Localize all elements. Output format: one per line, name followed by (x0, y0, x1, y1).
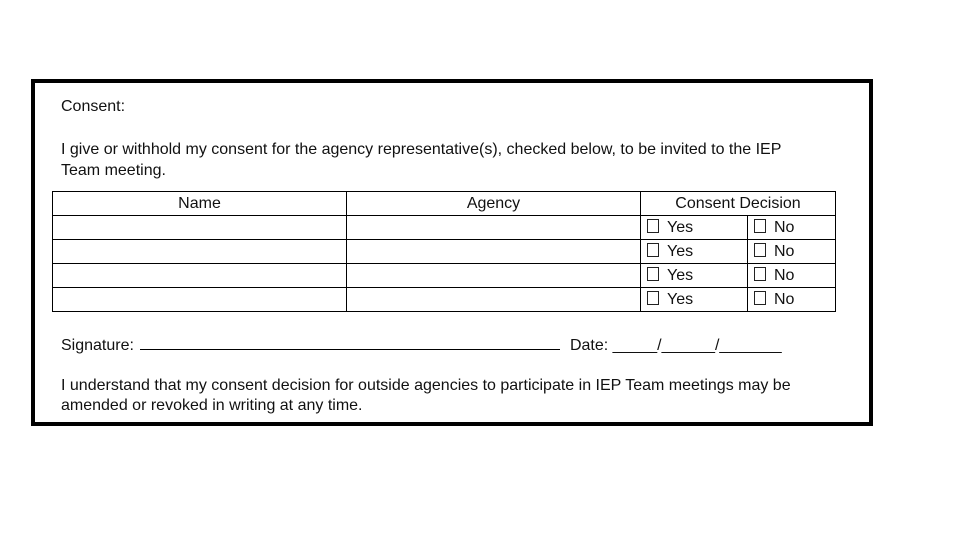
checkbox-icon[interactable] (754, 243, 766, 257)
name-cell[interactable] (53, 264, 347, 288)
form-heading: Consent: (61, 98, 126, 115)
yes-label: Yes (667, 242, 694, 260)
checkbox-icon[interactable] (754, 219, 766, 233)
table-row (53, 288, 836, 312)
signature-field[interactable] (140, 335, 560, 350)
agency-cell[interactable] (347, 216, 641, 240)
yes-option[interactable] (641, 288, 748, 312)
yes-option[interactable] (641, 240, 748, 264)
name-cell[interactable] (53, 216, 347, 240)
yes-option[interactable] (641, 264, 748, 288)
consent-decision-header: Consent Decision (641, 192, 836, 216)
checkbox-icon[interactable] (647, 267, 659, 281)
yes-label: Yes (667, 218, 694, 236)
checkbox-icon[interactable] (647, 243, 659, 257)
no-option[interactable] (748, 264, 836, 288)
date-field[interactable]: _____/______/_______ (612, 337, 782, 354)
checkbox-icon[interactable] (647, 291, 659, 305)
yes-label: Yes (667, 290, 694, 308)
table-row (53, 264, 836, 288)
yes-label: Yes (667, 266, 694, 284)
table-row (53, 216, 836, 240)
agency-cell[interactable] (347, 288, 641, 312)
no-label: No (774, 218, 795, 236)
agency-consent-table (52, 191, 836, 312)
consent-form (31, 79, 873, 426)
checkbox-icon[interactable] (754, 291, 766, 305)
yes-option[interactable] (641, 216, 748, 240)
no-label: No (774, 290, 795, 308)
consent-intro-text: I give or withhold my consent for the agency representative(s), checked below, to be invited to the IEP Team meeting. (61, 141, 782, 179)
no-option[interactable] (748, 240, 836, 264)
revocation-notice: I understand that my consent decision for outside agencies to participate in IEP Team meetings may be amended or revoked in writing at any time. (61, 377, 791, 414)
signature-label: Signature: (61, 337, 134, 354)
no-option[interactable] (748, 288, 836, 312)
table-row (53, 240, 836, 264)
no-label: No (774, 242, 795, 260)
no-label: No (774, 266, 795, 284)
agency-column-header: Agency (347, 192, 641, 216)
name-cell[interactable] (53, 288, 347, 312)
no-option[interactable] (748, 216, 836, 240)
date-label: Date: (569, 337, 609, 354)
signature-date-line (61, 335, 821, 355)
agency-cell[interactable] (347, 264, 641, 288)
checkbox-icon[interactable] (647, 219, 659, 233)
checkbox-icon[interactable] (754, 267, 766, 281)
name-cell[interactable] (53, 240, 347, 264)
table-header-row (53, 192, 836, 216)
agency-cell[interactable] (347, 240, 641, 264)
name-column-header: Name (53, 192, 347, 216)
